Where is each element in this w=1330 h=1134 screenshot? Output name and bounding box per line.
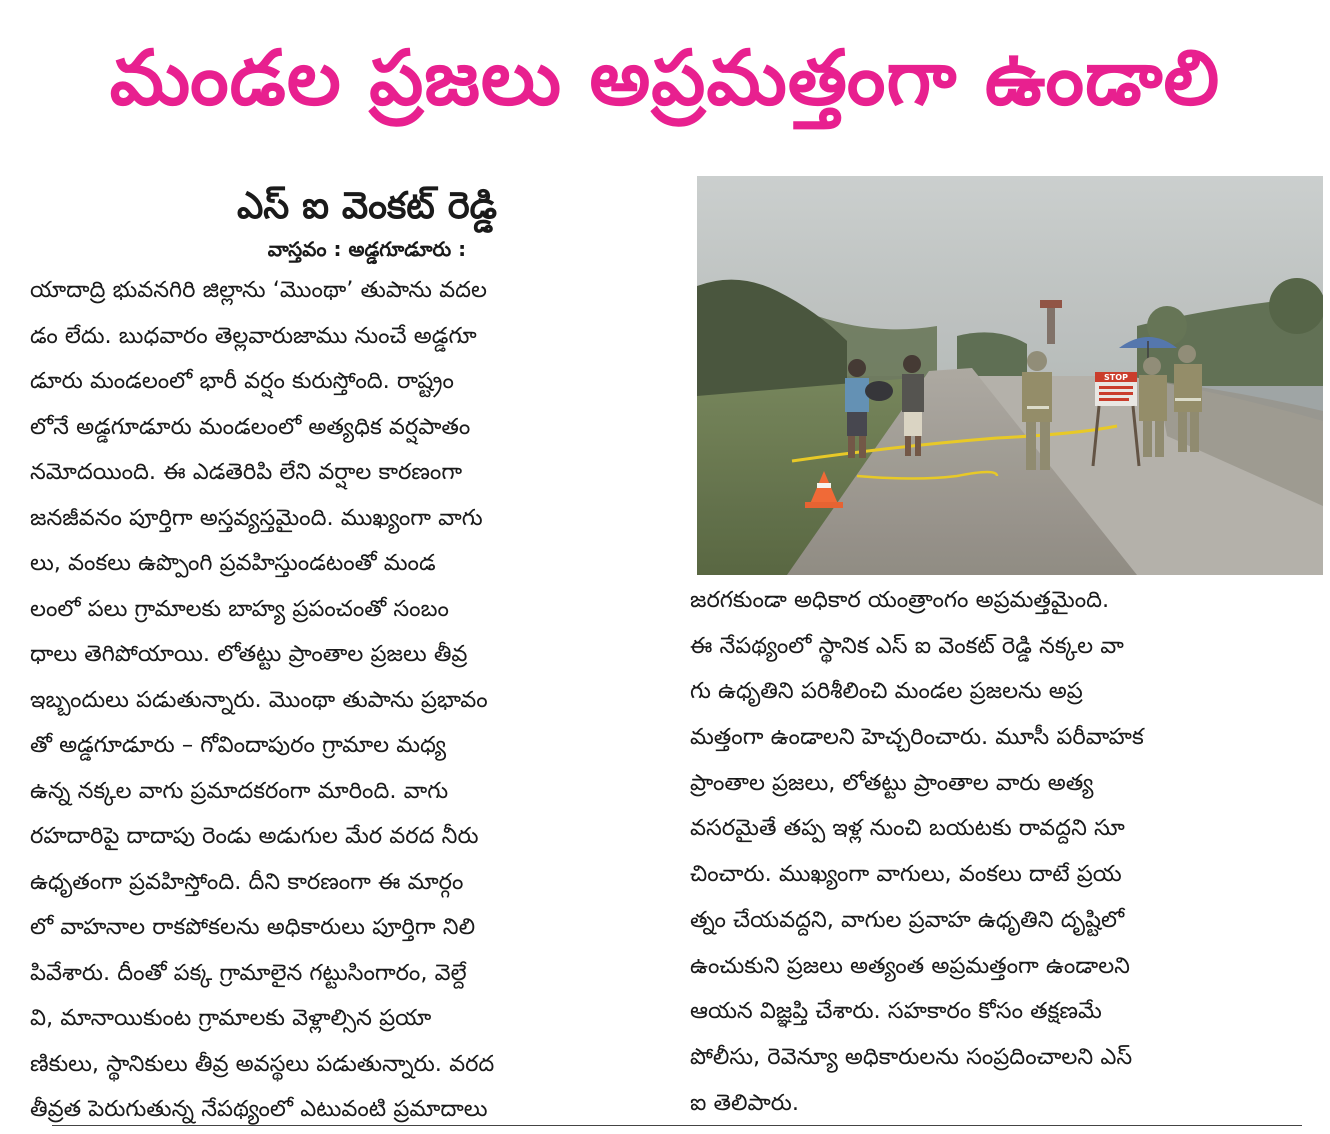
- byline: ఎస్ ఐ వెంకట్ రెడ్డి: [236, 184, 498, 227]
- text-line: జనజీవనం పూర్తిగా అస్తవ్యస్తమైంది. ముఖ్యంగా వాగు: [30, 504, 483, 531]
- text-line: ధాలు తెగిపోయాయి. లోతట్టు ప్రాంతాల ప్రజలు తీవ్ర: [30, 641, 468, 667]
- text-line: తీవ్రత పెరుగుతున్న నేపథ్యంలో ఎటువంటి ప్రమాదాలు: [30, 1096, 488, 1122]
- text-line: లు, వంకలు ఉప్పొంగి ప్రవహిస్తుండటంతో మండ: [30, 550, 436, 576]
- text-line: వసరమైతే తప్ప ఇళ్ల నుంచి బయటకు రావద్దని సూ: [690, 815, 1125, 842]
- text-line: మత్తంగా ఉండాలని హెచ్చరించారు. మూసీ పరీవాహక: [690, 724, 1144, 751]
- text-line: ప్రాంతాల ప్రజలు, లోతట్టు ప్రాంతాల వారు అత్య: [690, 769, 1094, 796]
- text-line: డం లేదు. బుధవారం తెల్లవారుజాము నుంచే అడ్డగూ: [30, 322, 477, 349]
- bottom-divider: [52, 1125, 1302, 1126]
- text-line: ఈ నేపథ్యంలో స్థానిక ఎస్ ఐ వెంకట్ రెడ్డి నక్కల వా: [690, 632, 1124, 659]
- text-line: తో అడ్డగూడూరు – గోవిందాపురం గ్రామాల మధ్య: [30, 732, 447, 758]
- text-line: లోనే అడ్డగూడూరు మండలంలో అత్యధిక వర్షపాతం: [30, 413, 471, 440]
- text-line: ణికులు, స్థానికులు తీవ్ర అవస్థలు పడుతున్నారు. వరద: [30, 1050, 495, 1077]
- text-line: వి, మానాయికుంట గ్రామాలకు వెళ్లాల్సిన ప్రయా: [30, 1005, 432, 1031]
- text-line: డూరు మండలంలో భారీ వర్షం కురుస్తోంది. రాష్ట్రం: [30, 368, 454, 394]
- text-line: ఉధృతంగా ప్రవహిస్తోంది. దీని కారణంగా ఈ మార్గం: [30, 868, 464, 895]
- text-line: చించారు. ముఖ్యంగా వాగులు, వంకలు దాటే ప్రయ: [690, 861, 1122, 888]
- right-column: [690, 578, 1320, 1116]
- stop-sign-text: STOP: [1104, 373, 1128, 382]
- dateline: వాస్తవం : అడ్డగూడూరు :: [267, 237, 467, 261]
- text-line: లంలో పలు గ్రామాలకు బాహ్య ప్రపంచంతో సంబం: [30, 595, 449, 622]
- text-line: నమోదయింది. ఈ ఎడతెరిపి లేని వర్షాల కారణంగా: [30, 459, 463, 485]
- text-line: లో వాహనాల రాకపోకలను అధికారులు పూర్తిగా నిలి: [30, 914, 476, 940]
- text-line: త్నం చేయవద్దని, వాగుల ప్రవాహ ఉధృతిని దృష్టిలో: [690, 906, 1125, 933]
- photo-illustration: [697, 176, 1323, 575]
- text-line: ఉన్న నక్కల వాగు ప్రమాదకరంగా మారింది. వాగు: [30, 777, 449, 804]
- headline: మండల ప్రజలు అప్రమత్తంగా ఉండాలి: [109, 33, 1221, 122]
- left-column-text: [30, 268, 664, 1133]
- text-line: గు ఉధృతిని పరిశీలించి మండల ప్రజలను అప్ర: [690, 678, 1083, 705]
- right-column-text: [690, 578, 1320, 1126]
- text-line: పోలీసు, రెవెన్యూ అధికారులను సంప్రదించాలని ఎస్: [690, 1043, 1133, 1070]
- text-line: జరగకుండా అధికార యంత్రాంగం అప్రమత్తమైంది.: [690, 587, 1110, 613]
- text-line: ఉంచుకుని ప్రజలు అత్యంత అప్రమత్తంగా ఉండాలని: [690, 952, 1130, 979]
- text-line: ఐ తెలిపారు.: [690, 1089, 799, 1116]
- text-line: ఆయన విజ్ఞప్తి చేశారు. సహకారం కోసం తక్షణమే: [690, 998, 1102, 1025]
- left-column: [30, 178, 664, 1122]
- text-line: ఇబ్బందులు పడుతున్నారు. మొంథా తుపాను ప్రభావం: [30, 686, 488, 713]
- text-line: యాదాద్రి భువనగిరి జిల్లాను ‘మొంథా’ తుపాను వదల: [30, 277, 487, 303]
- text-line: రహదారిపై దాదాపు రెండు అడుగుల మేర వరద నీరు: [30, 823, 479, 849]
- text-line: పివేశారు. దీంతో పక్క గ్రామాలైన గట్టుసింగారం, వెల్దే: [30, 959, 467, 986]
- news-photo: [697, 176, 1323, 575]
